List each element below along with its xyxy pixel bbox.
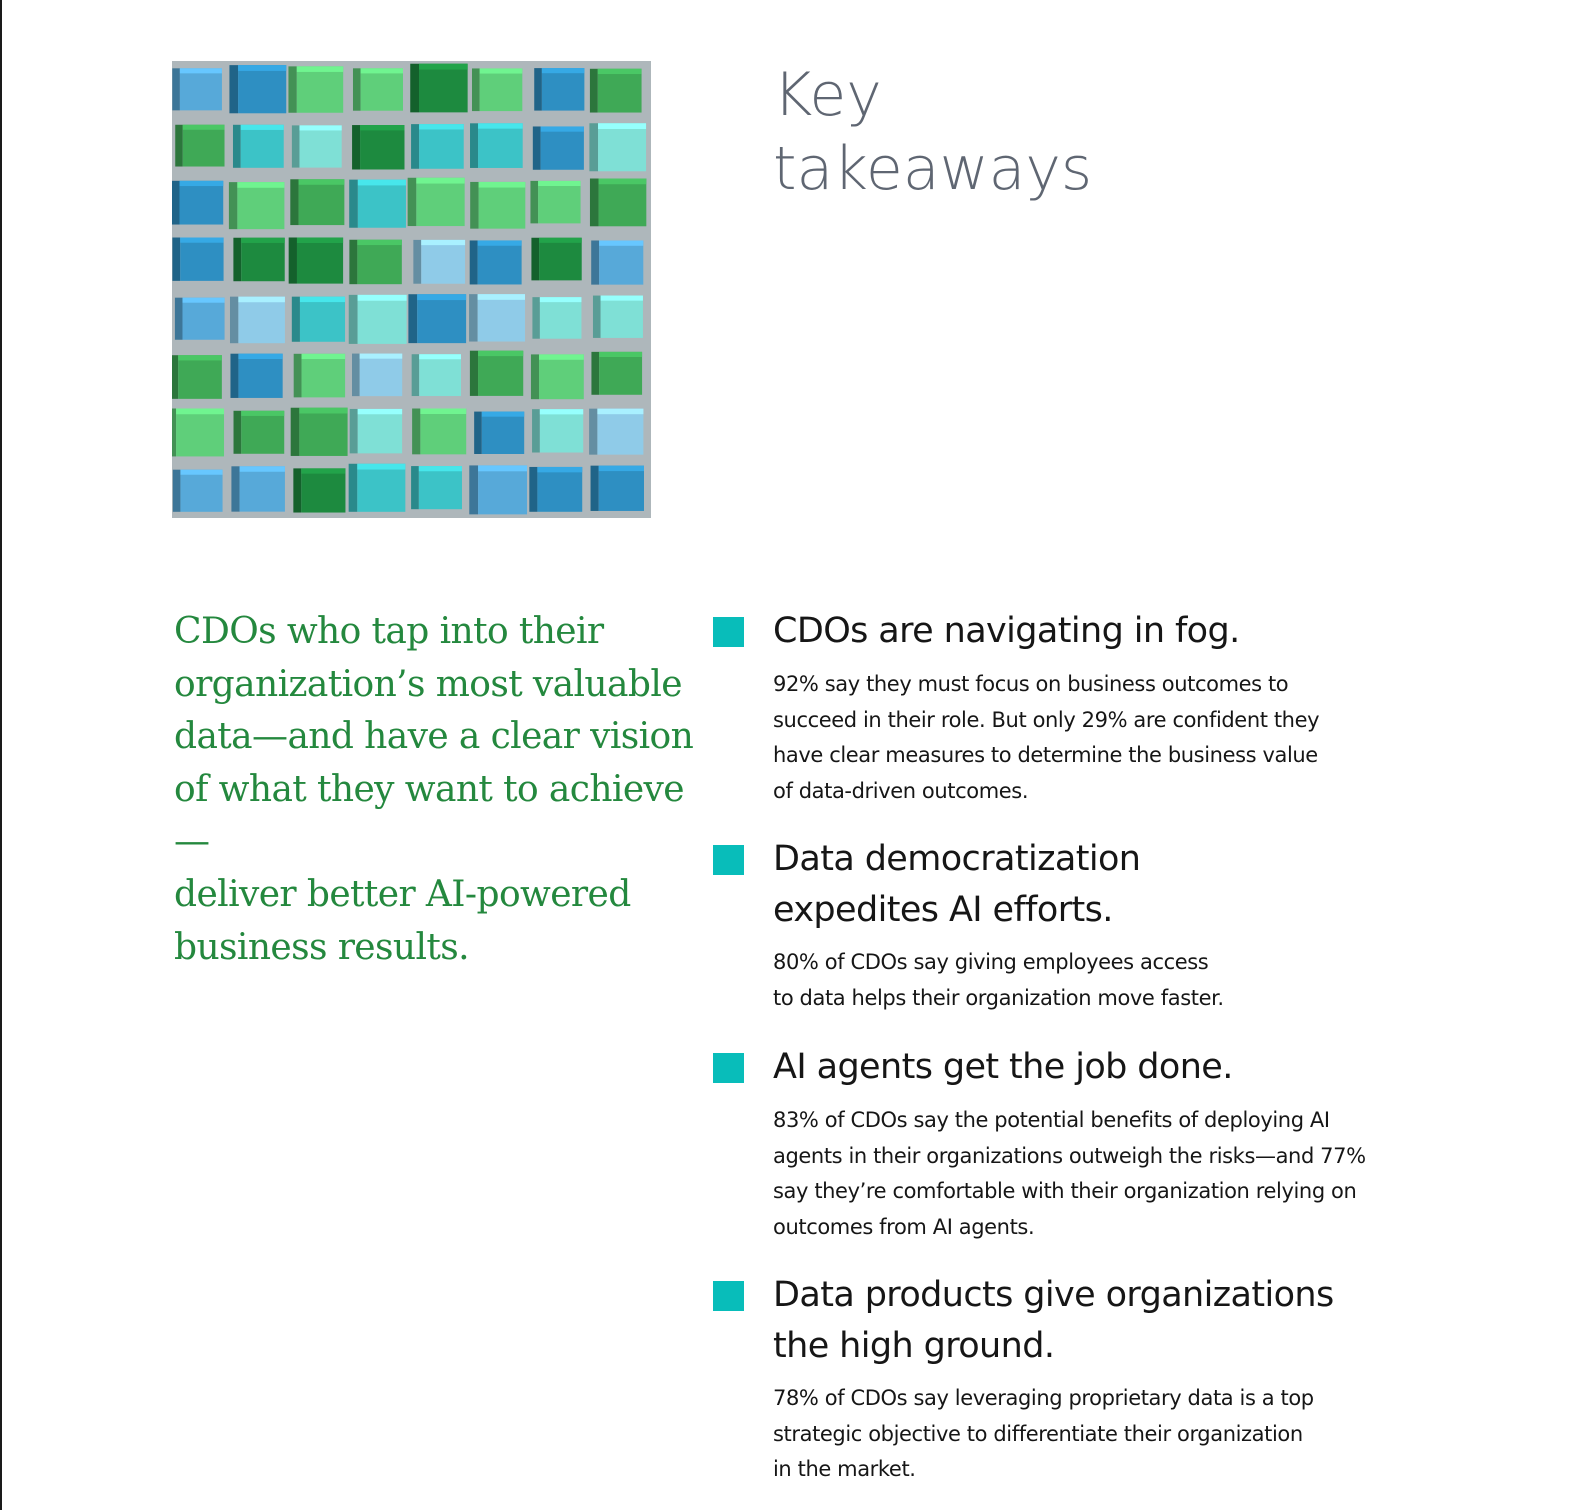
takeaway-body-line: 83% of CDOs say the potential benefits of deploying AI xyxy=(773,1108,1330,1132)
takeaway-heading-line: AI agents get the job done. xyxy=(773,1047,1233,1087)
takeaway-body-line: to data helps their organization move faster. xyxy=(773,985,1224,1010)
cube-tile xyxy=(529,467,582,512)
takeaway-body xyxy=(773,1103,1366,1245)
takeaway-body-line: 80% of CDOs say giving employees access xyxy=(773,950,1209,974)
cube-tile xyxy=(175,125,224,167)
cube-tile xyxy=(470,351,523,396)
page-left-border xyxy=(0,0,2,1510)
cube-tile xyxy=(172,181,223,225)
cube-tile xyxy=(411,466,462,509)
cube-tile xyxy=(172,238,223,281)
cube-tile xyxy=(352,125,404,169)
takeaway-heading-line: the high ground. xyxy=(773,1326,1055,1366)
cube-tile xyxy=(408,178,465,226)
cube-tile xyxy=(288,66,343,112)
takeaway-body-line: 92% say they must focus on business outcomes to xyxy=(773,672,1289,696)
takeaway-body-line: strategic objective to differentiate their organization xyxy=(773,1421,1303,1446)
cube-tile xyxy=(292,297,345,342)
takeaway-body xyxy=(773,667,1319,809)
cube-tile xyxy=(593,296,643,338)
square-bullet-icon xyxy=(713,1053,744,1083)
cube-tile xyxy=(470,240,522,284)
cube-tile xyxy=(591,240,643,284)
cube-tile xyxy=(474,412,524,454)
cube-tile xyxy=(229,182,284,229)
cube-tile xyxy=(233,125,284,168)
takeaway-body-line: outcomes from AI agents. xyxy=(773,1214,1035,1239)
cube-tile xyxy=(294,354,345,398)
cube-tile xyxy=(591,466,644,511)
cube-tile xyxy=(411,124,464,169)
cube-tile xyxy=(172,68,222,110)
takeaway-body-line: agents in their organizations outweigh the risks—and 77% xyxy=(773,1143,1366,1168)
takeaway-heading-line: Data products give organizations xyxy=(773,1275,1334,1315)
cube-tile xyxy=(532,409,583,452)
cube-tile xyxy=(532,297,581,339)
takeaway-body-line: of data-driven outcomes. xyxy=(773,778,1029,803)
takeaway-heading xyxy=(773,606,1413,657)
takeaway-body-line: have clear measures to determine the business value xyxy=(773,743,1318,767)
cube-tile xyxy=(472,68,522,111)
takeaway-body-line: succeed in their role. But only 29% are confident they xyxy=(773,707,1320,732)
pull-quote-line: organization’s most valuable xyxy=(174,663,682,705)
cube-tile xyxy=(412,354,461,396)
takeaway-heading xyxy=(773,834,1413,936)
cube-tile xyxy=(590,179,646,227)
cube-tile xyxy=(175,298,225,340)
cube-tile xyxy=(231,466,285,511)
cube-tile xyxy=(352,354,402,397)
pull-quote xyxy=(174,606,694,974)
cube-tile xyxy=(349,240,401,284)
page-title-line: Key xyxy=(773,60,882,130)
cube-tile xyxy=(230,354,282,398)
cubes-hero-image xyxy=(172,61,651,518)
cube-tile xyxy=(353,68,403,110)
cube-tile xyxy=(349,180,406,228)
cube-tile xyxy=(173,470,223,512)
cube-tile xyxy=(412,408,466,454)
page-title-line: takeaways xyxy=(773,134,1093,204)
takeaway-body-line: in the market. xyxy=(773,1457,916,1481)
green-blue-cubes-image xyxy=(172,61,651,518)
cube-tile xyxy=(590,69,642,113)
takeaway-heading-line: Data democratization xyxy=(773,839,1141,879)
pull-quote-line: of what they want to achieve— xyxy=(174,768,684,863)
takeaway-body xyxy=(773,1381,1314,1488)
takeaway-body-line: 78% of CDOs say leveraging proprietary data is a top xyxy=(773,1386,1314,1410)
cube-tile xyxy=(408,294,466,343)
cube-tile xyxy=(470,123,523,168)
cube-tile xyxy=(349,464,406,512)
pull-quote-line: data—and have a clear vision xyxy=(174,716,694,758)
takeaway-heading-line: CDOs are navigating in fog. xyxy=(773,611,1240,651)
cube-tile xyxy=(533,126,584,169)
cube-tile xyxy=(290,179,344,225)
cube-tile xyxy=(470,182,525,229)
pull-quote-line: business results. xyxy=(174,926,469,968)
cube-tile xyxy=(172,355,222,399)
takeaway-heading xyxy=(773,1270,1413,1372)
takeaway-heading xyxy=(773,1042,1413,1093)
takeaway-body xyxy=(773,945,1224,1016)
cube-tile xyxy=(233,238,284,281)
cube-tile xyxy=(292,125,342,167)
pull-quote-line: deliver better AI-powered xyxy=(174,873,631,915)
cube-tile xyxy=(530,181,580,223)
cube-tile xyxy=(534,68,584,110)
cube-tile xyxy=(172,408,224,456)
pull-quote-line: CDOs who tap into their xyxy=(174,611,604,652)
cube-tile xyxy=(410,64,467,113)
cube-tile xyxy=(589,409,643,455)
cube-tile xyxy=(350,409,402,453)
takeaway-body-line: say they’re comfortable with their organization relying on xyxy=(773,1179,1357,1203)
cube-tile xyxy=(589,123,646,171)
cube-tile xyxy=(469,465,527,514)
page-title xyxy=(773,58,1273,206)
cube-tile xyxy=(413,240,465,284)
cube-tile xyxy=(469,294,525,341)
cube-tile xyxy=(293,468,345,512)
cube-tile xyxy=(531,238,581,281)
cube-tile xyxy=(234,411,285,454)
cube-tile xyxy=(531,354,584,399)
square-bullet-icon xyxy=(713,845,744,875)
cube-tile xyxy=(291,408,348,456)
square-bullet-icon xyxy=(713,617,744,647)
cube-tile xyxy=(289,237,343,283)
square-bullet-icon xyxy=(713,1281,744,1311)
takeaway-heading-line: expedites AI efforts. xyxy=(773,890,1113,930)
cube-tile xyxy=(229,65,286,113)
cube-tile xyxy=(230,297,285,344)
cube-tile xyxy=(591,352,642,395)
cube-tile xyxy=(349,295,407,344)
